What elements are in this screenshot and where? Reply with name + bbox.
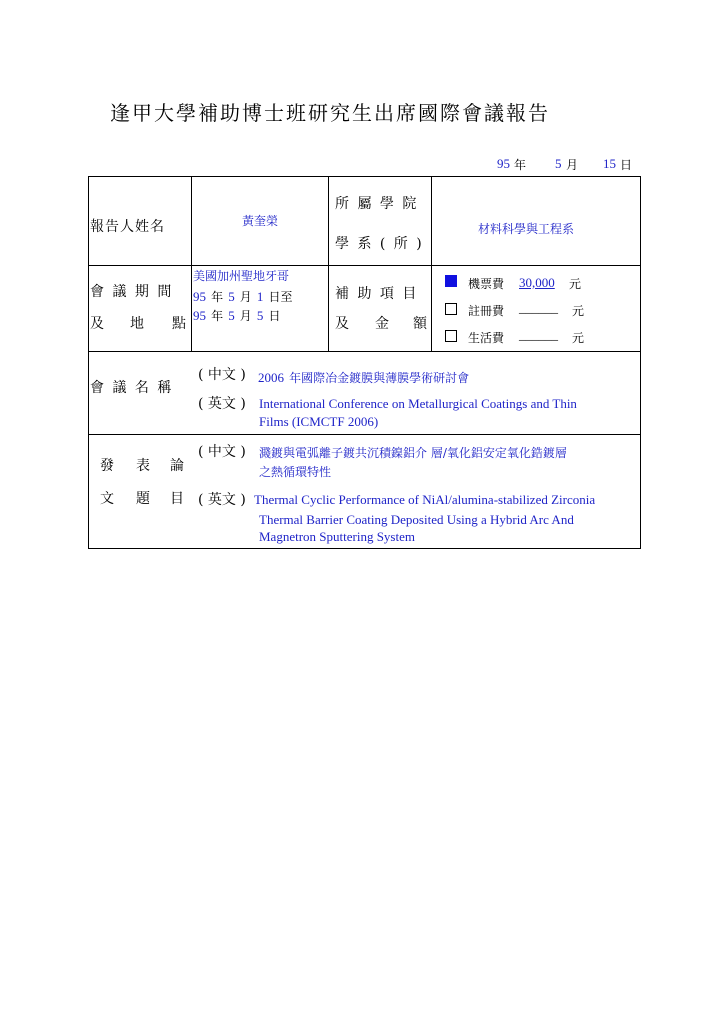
meeting-name-en-tag: ( 英文 ) xyxy=(198,396,246,412)
table-col-divider xyxy=(431,176,432,352)
reporter-name: 黃奎榮 xyxy=(242,214,279,228)
airfare-checkbox[interactable] xyxy=(445,275,457,287)
meeting-name-label: 會 議 名 稱 xyxy=(90,380,174,396)
paper-label-1a: 發 xyxy=(100,458,114,474)
subsidy-label-amount: 額 xyxy=(413,316,427,332)
registration-amount: ______ xyxy=(519,300,558,315)
table-row-divider xyxy=(88,434,640,435)
paper-en-line2: Thermal Barrier Coating Deposited Using a Hybrid Arc And xyxy=(259,512,574,527)
meeting-name-en-line1: International Conference on Metallurgical Coatings and Thin xyxy=(259,396,577,411)
airfare-amount: 30,000 xyxy=(519,275,555,290)
paper-label-1b: 表 xyxy=(136,458,150,474)
paper-zh-line1: 濺鍍與電弧離子鍍共沉積鎳鋁介 層/氧化鋁安定氧化鋯鍍層 xyxy=(259,446,567,460)
living-amount: ______ xyxy=(519,327,558,342)
meeting-period-label-point: 點 xyxy=(172,316,186,332)
living-label: 生活費 xyxy=(468,331,505,345)
meeting-start-date: 95 年 5 月 1 日至 xyxy=(193,289,293,304)
paper-label-1c: 論 xyxy=(170,458,184,474)
meeting-period-label-and: 及 xyxy=(90,316,104,332)
table-row-divider xyxy=(88,351,640,352)
paper-zh-line2: 之熱循環特性 xyxy=(259,465,332,479)
subsidy-label-gold: 金 xyxy=(375,316,389,332)
meeting-period-label-land: 地 xyxy=(130,316,144,332)
paper-en-line1: Thermal Cyclic Performance of NiAl/alumina-stabilized Zirconia xyxy=(254,492,596,507)
date-year-unit: 年 xyxy=(514,158,527,172)
table-border-top xyxy=(88,176,640,177)
meeting-name-zh: 2006 年國際冶金鍍膜與薄膜學術研討會 xyxy=(258,370,470,385)
paper-label-2b: 題 xyxy=(136,491,150,507)
date-month: 5 xyxy=(555,156,562,171)
living-unit: 元 xyxy=(572,331,585,345)
date-day: 15 xyxy=(603,156,616,171)
registration-unit: 元 xyxy=(572,304,585,318)
meeting-name-zh-tag: ( 中文 ) xyxy=(198,367,246,383)
paper-en-tag: ( 英文 ) xyxy=(198,492,246,508)
department-value: 材料科學與工程系 xyxy=(478,222,575,236)
meeting-period-label-line1: 會 議 期 間 xyxy=(90,284,174,300)
airfare-unit: 元 xyxy=(569,277,582,291)
subsidy-label-line1: 補 助 項 目 xyxy=(335,286,419,302)
date-year: 95 xyxy=(497,156,510,171)
reporter-label: 報告人姓名 xyxy=(90,219,165,235)
subsidy-label-and: 及 xyxy=(335,316,349,332)
meeting-location: 美國加州聖地牙哥 xyxy=(193,269,290,283)
table-row-divider xyxy=(88,265,640,266)
paper-label-2a: 文 xyxy=(100,491,114,507)
date-day-unit: 日 xyxy=(620,158,633,172)
page-title: 逢甲大學補助博士班研究生出席國際會議報告 xyxy=(110,101,550,125)
table-border-left xyxy=(88,176,89,549)
registration-label: 註冊費 xyxy=(468,304,505,318)
paper-label-2c: 目 xyxy=(170,491,184,507)
living-checkbox[interactable] xyxy=(445,330,457,342)
airfare-label: 機票費 xyxy=(468,277,505,291)
table-border-right xyxy=(640,176,641,549)
paper-zh-tag: ( 中文 ) xyxy=(198,444,246,460)
department-label-line2: 學 系 ( 所 ) xyxy=(335,236,424,252)
meeting-name-en-line2: Films (ICMCTF 2006) xyxy=(259,414,379,429)
table-col-divider xyxy=(191,176,192,352)
paper-en-line3: Magnetron Sputtering System xyxy=(259,529,415,544)
meeting-end-date: 95 年 5 月 5 日 xyxy=(193,308,281,323)
table-col-divider xyxy=(328,176,329,352)
date-month-unit: 月 xyxy=(566,158,579,172)
registration-checkbox[interactable] xyxy=(445,303,457,315)
department-label-line1: 所 屬 學 院 xyxy=(335,196,419,212)
table-border-bottom xyxy=(88,548,640,549)
